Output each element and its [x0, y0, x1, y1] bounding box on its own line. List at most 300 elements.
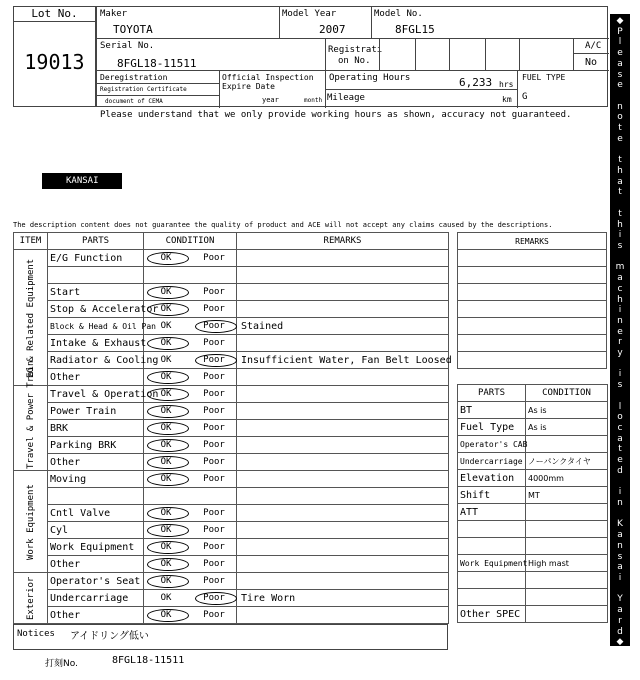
spec-row [458, 402, 608, 419]
sidebar-char: l [618, 401, 622, 412]
table-row [14, 556, 449, 573]
remarks-row [458, 284, 607, 301]
ok-option [146, 287, 186, 297]
table-row [14, 386, 449, 403]
part-cell: Other [48, 556, 144, 573]
ok-label: OK [160, 321, 172, 331]
sidebar-char: n [617, 498, 623, 509]
serial-label: Serial No. [100, 41, 155, 51]
part-cell: Undercarriage [48, 590, 144, 607]
part-cell [48, 267, 144, 284]
remark-cell [237, 420, 449, 437]
sidebar-char: t [618, 444, 622, 455]
poor-label: Poor [203, 253, 225, 263]
selected-circle [147, 388, 189, 401]
ok-label: OK [160, 610, 172, 620]
model-year-label: Model Year [282, 9, 337, 19]
ok-option [146, 304, 186, 314]
poor-option [194, 304, 234, 314]
spec-condition: As is [526, 419, 608, 436]
spec-condition: High mast [526, 555, 608, 572]
poor-option [194, 253, 234, 263]
sidebar-char: m [615, 262, 625, 273]
remark-cell: Tire Worn [237, 590, 449, 607]
spec-row [458, 589, 608, 606]
poor-option [194, 576, 234, 586]
ok-label: OK [160, 474, 172, 484]
right-parts-header: PARTS [458, 385, 526, 402]
sidebar-char: o [617, 412, 623, 423]
km-unit: km [502, 95, 512, 104]
header-grid [96, 6, 608, 107]
poor-label: Poor [203, 525, 225, 535]
ok-option [146, 576, 186, 586]
right-parts-table [457, 384, 608, 623]
sidebar-char: d [617, 465, 623, 476]
spec-condition: MT [526, 487, 608, 504]
condition-cell [144, 556, 237, 573]
sidebar-char: s [617, 380, 623, 391]
table-row [14, 437, 449, 454]
remark-cell [237, 539, 449, 556]
selected-circle [147, 303, 189, 316]
sidebar-char: e [617, 133, 623, 144]
sidebar-char: i [618, 230, 622, 241]
sidebar-char: e [617, 455, 623, 466]
table-row [14, 488, 449, 505]
selected-circle [147, 507, 189, 520]
sidebar-char: i [618, 369, 622, 380]
ok-label: OK [160, 287, 172, 297]
ok-label: OK [160, 457, 172, 467]
ok-option [146, 355, 186, 365]
poor-option [194, 474, 234, 484]
ok-label: OK [160, 593, 172, 603]
remark-cell [237, 556, 449, 573]
remarks-row [458, 301, 607, 318]
poor-option [194, 355, 234, 365]
spec-part [458, 538, 526, 555]
poor-option [194, 457, 234, 467]
table-row [14, 573, 449, 590]
ok-label: OK [160, 508, 172, 518]
selected-circle [147, 473, 189, 486]
poor-label: Poor [203, 593, 225, 603]
condition-cell [144, 420, 237, 437]
poor-option [194, 321, 234, 331]
sidebar-char: t [618, 123, 622, 134]
selected-circle [147, 541, 189, 554]
table-row [14, 318, 449, 335]
operating-hours-label: Operating Hours [329, 73, 411, 83]
lot-box [13, 6, 96, 107]
sidebar-char: e [617, 80, 623, 91]
spec-condition [526, 436, 608, 453]
selected-circle [147, 286, 189, 299]
part-cell: Stop & Accelerator [48, 301, 144, 318]
lot-label: Lot No. [14, 7, 95, 22]
poor-label: Poor [203, 542, 225, 552]
spec-row [458, 419, 608, 436]
notices-text: アイドリング低い [70, 631, 149, 642]
mileage-label: Mileage [327, 93, 365, 103]
remarks-cell [458, 318, 607, 335]
part-cell: Power Train [48, 403, 144, 420]
ok-option [146, 508, 186, 518]
table-row [14, 539, 449, 556]
poor-option [194, 338, 234, 348]
remarks-cell [458, 352, 607, 369]
remark-cell [237, 250, 449, 267]
spec-condition [526, 572, 608, 589]
spec-condition: ノーパンクタイヤ [526, 453, 608, 470]
location-badge: KANSAI [42, 173, 122, 189]
hrs-unit: hrs [499, 80, 514, 89]
selected-circle [147, 524, 189, 537]
item-header: ITEM [14, 233, 48, 250]
condition-cell [144, 284, 237, 301]
sidebar-char: t [618, 155, 622, 166]
month-label: month [304, 97, 323, 104]
poor-label: Poor [203, 406, 225, 416]
sidebar-char: a [617, 176, 623, 187]
category-label: EG & Related Equipment [25, 257, 36, 378]
part-cell: Operator's Seat [48, 573, 144, 590]
official-inspection-label: Official Inspection [222, 73, 314, 82]
selected-circle [195, 354, 237, 367]
sidebar-char: h [617, 294, 623, 305]
spec-row [458, 555, 608, 572]
table-row [14, 352, 449, 369]
sidebar-char: i [618, 305, 622, 316]
poor-option [194, 372, 234, 382]
ok-label: OK [160, 355, 172, 365]
category-cell [14, 573, 48, 624]
remark-cell: Insufficient Water, Fan Belt Loosed [237, 352, 449, 369]
table-row [14, 522, 449, 539]
spec-row [458, 606, 608, 623]
maker-label: Maker [100, 9, 128, 19]
condition-header: CONDITION [144, 233, 237, 250]
part-cell: Intake & Exhaust [48, 335, 144, 352]
remarks-cell [458, 267, 607, 284]
sidebar-char: c [617, 283, 623, 294]
sidebar-char: P [617, 26, 623, 37]
selected-circle [195, 592, 237, 605]
part-cell: Other [48, 607, 144, 624]
sidebar-char: s [617, 69, 623, 80]
category-label: Travel & Power Train [25, 360, 36, 469]
model-no-value: 8FGL15 [395, 23, 435, 36]
poor-option [194, 406, 234, 416]
ok-option [146, 559, 186, 569]
condition-cell [144, 573, 237, 590]
remark-cell [237, 607, 449, 624]
condition-cell [144, 522, 237, 539]
sidebar-char: ◆ [616, 16, 624, 26]
category-cell [14, 360, 48, 471]
sidebar-char: s [617, 551, 623, 562]
sidebar-char: d [617, 626, 623, 637]
ok-option [146, 474, 186, 484]
spec-row [458, 538, 608, 555]
remark-cell [237, 488, 449, 505]
ok-option [146, 253, 186, 263]
part-cell: Block & Head & Oil Pan [48, 318, 144, 335]
operating-hours-value: 6,233 [459, 76, 493, 89]
spec-row [458, 521, 608, 538]
category-label: Exterior [25, 576, 36, 620]
sidebar-char: K [617, 519, 623, 530]
condition-cell [144, 471, 237, 488]
part-cell [48, 488, 144, 505]
remark-cell [237, 437, 449, 454]
selected-circle [147, 456, 189, 469]
part-cell: Work Equipment [48, 539, 144, 556]
poor-option [194, 542, 234, 552]
poor-label: Poor [203, 610, 225, 620]
condition-cell [144, 437, 237, 454]
sidebar-char: n [617, 101, 623, 112]
remark-cell [237, 369, 449, 386]
right-condition-header: CONDITION [526, 385, 608, 402]
disclaimer: The description content does not guarantee the quality of product and ACE will not accept any claims caused by the descriptions. [13, 221, 553, 229]
spec-row [458, 504, 608, 521]
selected-circle [147, 558, 189, 571]
selected-circle [195, 320, 237, 333]
ok-option [146, 372, 186, 382]
poor-label: Poor [203, 321, 225, 331]
part-cell: Parking BRK [48, 437, 144, 454]
sidebar-char: a [617, 58, 623, 69]
fuel-type-value: G [522, 92, 528, 102]
sidebar-char: o [617, 112, 623, 123]
ok-label: OK [160, 525, 172, 535]
ok-label: OK [160, 338, 172, 348]
remarks-cell [458, 250, 607, 267]
part-cell: Other [48, 454, 144, 471]
ok-option [146, 440, 186, 450]
part-cell: Start [48, 284, 144, 301]
sidebar-char: r [618, 337, 622, 348]
condition-cell [144, 607, 237, 624]
notices-box [13, 624, 448, 650]
spec-row [458, 572, 608, 589]
ok-label: OK [160, 253, 172, 263]
maker-value: TOYOTA [113, 23, 153, 36]
sidebar-char: ◆ [616, 637, 624, 648]
remark-cell [237, 573, 449, 590]
remark-cell [237, 522, 449, 539]
condition-cell [144, 250, 237, 267]
ok-option [146, 457, 186, 467]
fuel-type-label: FUEL TYPE [522, 73, 566, 82]
poor-label: Poor [203, 508, 225, 518]
registration-certificate-label: Registration Certificate [100, 86, 187, 93]
table-row [14, 284, 449, 301]
spec-part: Work Equipment [458, 555, 526, 572]
spec-part: Other SPEC [458, 606, 526, 623]
registration-label-2: on No. [338, 56, 371, 66]
stamp-value: 8FGL18-11511 [112, 655, 185, 666]
poor-label: Poor [203, 338, 225, 348]
spec-row [458, 453, 608, 470]
ok-option [146, 593, 186, 603]
selected-circle [147, 405, 189, 418]
ok-label: OK [160, 304, 172, 314]
sidebar-char: y [617, 348, 623, 359]
remark-cell [237, 301, 449, 318]
poor-label: Poor [203, 474, 225, 484]
table-row [14, 607, 449, 624]
part-cell: Other [48, 369, 144, 386]
table-row [14, 590, 449, 607]
ok-label: OK [160, 542, 172, 552]
poor-option [194, 423, 234, 433]
table-row [14, 250, 449, 267]
sidebar-char: c [617, 423, 623, 434]
condition-cell [144, 403, 237, 420]
part-cell: Cyl [48, 522, 144, 539]
notices-label: Notices [17, 629, 55, 639]
ok-label: OK [160, 406, 172, 416]
selected-circle [147, 252, 189, 265]
condition-cell [144, 386, 237, 403]
remarks-cell [458, 284, 607, 301]
poor-label: Poor [203, 389, 225, 399]
remark-cell [237, 267, 449, 284]
lot-number: 19013 [24, 50, 85, 74]
table-row [14, 420, 449, 437]
poor-option [194, 610, 234, 620]
ok-option [146, 321, 186, 331]
deregistration-label: Deregistration [100, 73, 168, 82]
spec-condition [526, 521, 608, 538]
spec-condition: As is [526, 402, 608, 419]
condition-cell [144, 318, 237, 335]
spec-part: Elevation [458, 470, 526, 487]
poor-label: Poor [203, 457, 225, 467]
part-cell: BRK [48, 420, 144, 437]
model-no-label: Model No. [374, 9, 423, 19]
table-row [14, 454, 449, 471]
condition-cell [144, 590, 237, 607]
model-year-value: 2007 [319, 23, 346, 36]
part-cell: Moving [48, 471, 144, 488]
remark-cell [237, 403, 449, 420]
spec-part: Fuel Type [458, 419, 526, 436]
remarks-cell [458, 301, 607, 318]
right-remarks-table [457, 232, 607, 369]
sidebar-char: a [617, 530, 623, 541]
remarks-row [458, 267, 607, 284]
stamp-label: 打刻No. [45, 659, 78, 669]
remark-cell [237, 471, 449, 488]
sidebar-char: t [618, 208, 622, 219]
ok-option [146, 406, 186, 416]
sidebar-char: t [618, 187, 622, 198]
selected-circle [147, 575, 189, 588]
spec-part: Undercarriage [458, 453, 526, 470]
sidebar-char: a [617, 273, 623, 284]
spec-part [458, 572, 526, 589]
cema-document-label: document of CEMA [105, 98, 163, 105]
part-cell: Travel & Operation [48, 386, 144, 403]
ok-label: OK [160, 576, 172, 586]
expire-date-label: Expire Date [222, 82, 275, 91]
remark-cell [237, 284, 449, 301]
sidebar-char: a [617, 562, 623, 573]
sidebar-char: a [617, 433, 623, 444]
poor-option [194, 559, 234, 569]
poor-option [194, 440, 234, 450]
table-row [14, 505, 449, 522]
sidebar-char: n [617, 540, 623, 551]
poor-label: Poor [203, 423, 225, 433]
condition-cell [144, 352, 237, 369]
condition-cell [144, 335, 237, 352]
selected-circle [147, 439, 189, 452]
spec-row [458, 470, 608, 487]
spec-condition [526, 538, 608, 555]
table-row [14, 369, 449, 386]
sidebar-char: i [618, 573, 622, 584]
ok-option [146, 610, 186, 620]
poor-option [194, 525, 234, 535]
sidebar-char: i [618, 487, 622, 498]
poor-option [194, 389, 234, 399]
poor-label: Poor [203, 372, 225, 382]
spec-condition: 4000mm [526, 470, 608, 487]
remark-cell: Stained [237, 318, 449, 335]
ok-option [146, 423, 186, 433]
sidebar-char: h [617, 165, 623, 176]
sidebar-char: n [617, 315, 623, 326]
selected-circle [147, 371, 189, 384]
table-row [14, 301, 449, 318]
remark-cell [237, 386, 449, 403]
ok-option [146, 542, 186, 552]
poor-label: Poor [203, 576, 225, 586]
ok-option [146, 338, 186, 348]
poor-option [194, 287, 234, 297]
parts-header: PARTS [48, 233, 144, 250]
table-row [14, 267, 449, 284]
condition-cell [144, 301, 237, 318]
condition-table [13, 232, 452, 624]
sidebar-char: Y [617, 594, 623, 605]
hours-notice: Please understand that we only provide working hours as shown, accuracy not guaranteed. [100, 110, 572, 120]
ok-option [146, 525, 186, 535]
selected-circle [147, 422, 189, 435]
part-cell: E/G Function [48, 250, 144, 267]
poor-label: Poor [203, 440, 225, 450]
poor-label: Poor [203, 287, 225, 297]
remarks-row [458, 318, 607, 335]
remark-cell [237, 505, 449, 522]
spec-row [458, 436, 608, 453]
condition-cell [144, 539, 237, 556]
part-cell: Cntl Valve [48, 505, 144, 522]
sidebar-char: r [618, 615, 622, 626]
table-row [14, 471, 449, 488]
table-row [14, 335, 449, 352]
condition-cell [144, 369, 237, 386]
poor-label: Poor [203, 355, 225, 365]
ok-label: OK [160, 389, 172, 399]
poor-option [194, 593, 234, 603]
year-label: year [262, 96, 279, 104]
